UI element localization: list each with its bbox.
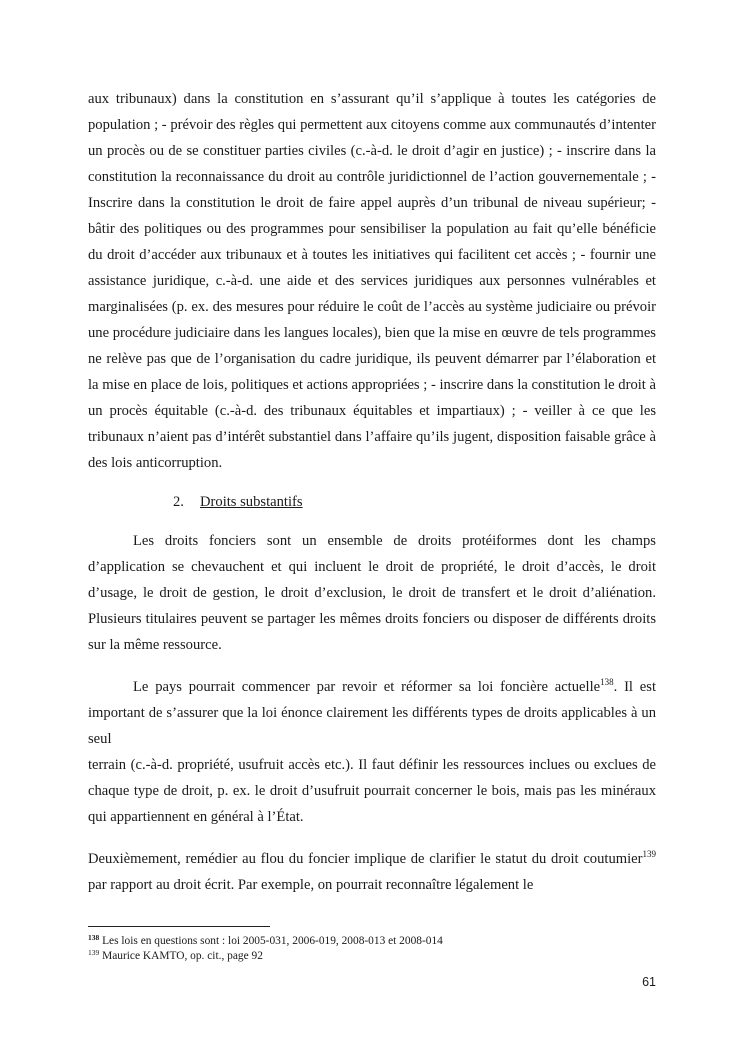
paragraph-customary-law [88,846,656,898]
footnote-divider [88,926,270,927]
footnote-ref-138[interactable]: 138 [600,677,614,687]
footnotes [88,934,658,964]
paragraph-land-rights: Les droits fonciers sont un ensemble de droits protéiformes dont les champs d’application se chevauchent et qui incluent le droit de propriété, le droit d’accès, le droit d’usage, le droit de gestion, le droit d’exclusion, le droit de transfert et le droit d’aliénation. Plusieurs titulaires peuvent se partager les mêmes droits fonciers ou disposer de différents droits sur la même ressource. [88,533,656,653]
footnote-139 [88,949,658,964]
paragraph-text: Deuxièmement, remédier au flou du foncier implique de clarifier le statut du droit coutumier [88,851,643,867]
section-heading [88,489,656,515]
document-body [88,86,656,898]
page-number: 61 [642,975,656,989]
paragraph-land-law-reform [88,674,656,752]
paragraph-text: par rapport au droit écrit. Par exemple, on pourrait reconnaître légalement le [88,877,534,893]
section-number: 2. [173,494,184,510]
paragraph-text: . Il est important de s’assurer que la loi énonce clairement les différents types de droits applicables à un seul [88,679,657,747]
footnote-text: Les lois en questions sont : loi 2005-031, 2006-019, 2008-013 et 2008-014 [99,935,443,947]
footnote-number: 138 [88,933,100,942]
section-title: Droits substantifs [200,494,303,510]
footnote-138 [88,934,658,949]
paragraph-access-to-justice: aux tribunaux) dans la constitution en s’assurant qu’il s’applique à toutes les catégories de population ; - prévoir des règles qui permettent aux citoyens comme aux communautés d’intenter un procès ou de se constituer parties civiles (c.-à-d. le droit d’agir en justice) ; - inscrire dans la constitution la reconnaissance du droit au contrôle juridictionnel de l’action gouvernementale ; - Inscrire dans la constitution le droit de faire appel auprès d’un tribunal de niveau supérieur; - bâtir des politiques ou des programmes pour sensibiliser la population au fait qu’elle bénéficie du droit d’accéder aux tribunaux et à toutes les initiatives qui facilitent cet accès ; - fournir une assistance juridique, c.-à-d. une aide et des services juridiques aux personnes vulnérables et marginalisées (p. ex. des mesures pour réduire le coût de l’accès au système judiciaire ou prévoir une procédure judiciaire dans les langues locales), bien que la mise en œuvre de tels programmes ne relève pas que de l’organisation du cadre juridique, ils peuvent démarrer par l’élaboration et la mise en place de lois, politiques et actions appropriées ; - inscrire dans la constitution le droit à un procès équitable (c.-à-d. des tribunaux équitables et impartiaux) ; - veiller à ce que les tribunaux n’aient pas d’intérêt substantiel dans l’affaire qu’ils jugent, disposition faisable grâce à des lois anticorruption. [88,91,656,471]
paragraph-text: Le pays pourrait commencer par revoir et réformer sa loi foncière actuelle [133,679,601,695]
footnote-ref-139[interactable]: 139 [642,849,656,859]
footnote-number: 139 [88,948,100,957]
paragraph-land-law-reform-cont: terrain (c.-à-d. propriété, usufruit accès etc.). Il faut définir les ressources inclues ou exclues de chaque type de droit, p. ex. le droit d’usufruit pourrait concerner le bois, mais pas les minéraux qui appartiennent en général à l’État. [88,757,656,825]
footnote-text: Maurice KAMTO, op. cit., page 92 [99,950,263,962]
